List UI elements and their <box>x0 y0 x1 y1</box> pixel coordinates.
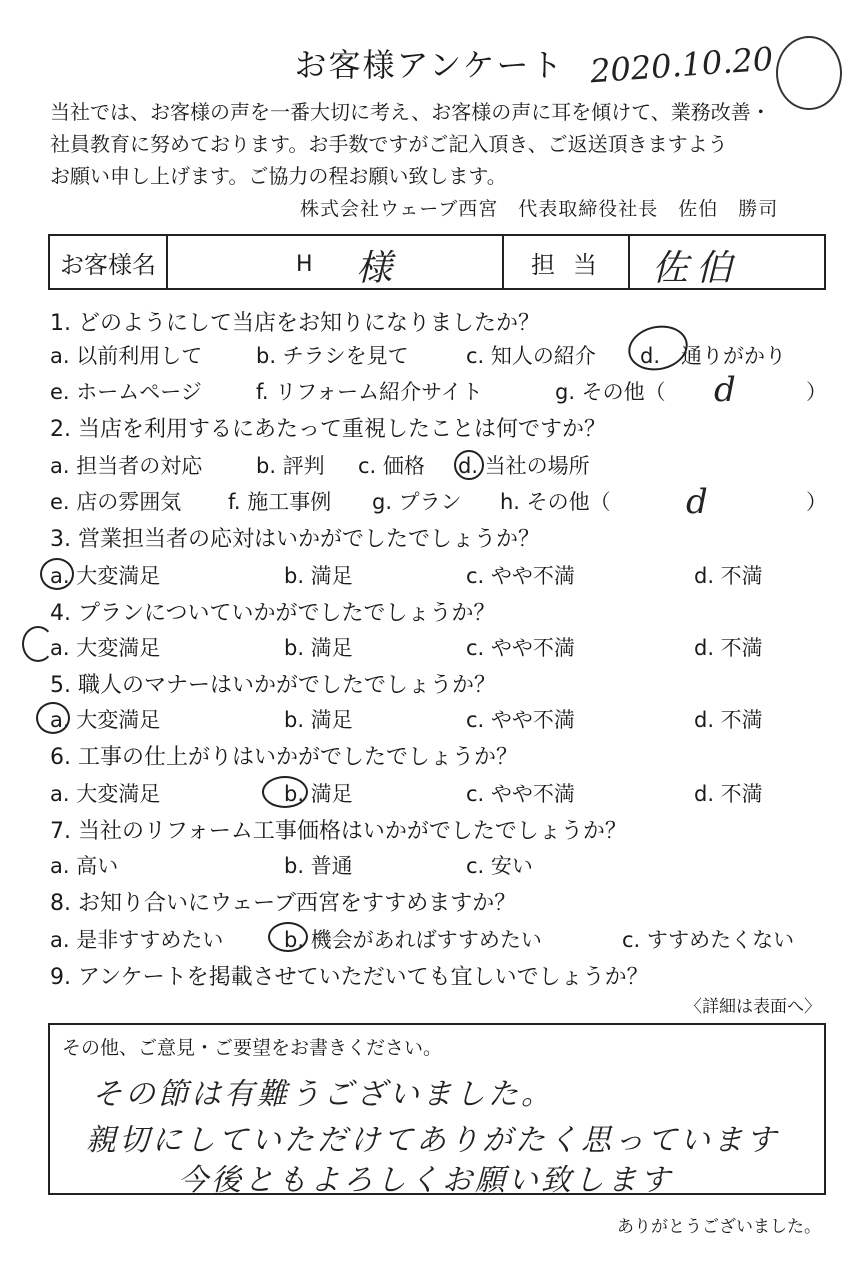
q5-option-b[interactable]: b. 満足 <box>284 708 353 732</box>
company-signature: 株式会社ウェーブ西宮 代表取締役社長 佐伯 勝司 <box>300 198 779 220</box>
q8-answer-circle <box>268 922 308 952</box>
q2-option-h[interactable]: h. その他（ <box>500 490 611 514</box>
question-6: 6. 工事の仕上がりはいかがでしたでしょうか？ <box>50 745 518 770</box>
q1-option-e[interactable]: e. ホームページ <box>50 380 202 404</box>
q3-option-c[interactable]: c. やや不満 <box>466 564 575 588</box>
comment-line-2: 親切にしていただけてありがたく思っています <box>86 1123 779 1158</box>
q2-option-e[interactable]: e. 店の雰囲気 <box>50 490 182 514</box>
question-9: 9. アンケートを掲載させていただいても宜しいでしょうか？ <box>50 965 649 990</box>
customer-info-table <box>48 234 826 290</box>
q3-option-b[interactable]: b. 満足 <box>284 564 353 588</box>
q2-option-c[interactable]: c. 価格 <box>358 454 425 478</box>
question-1: 1. どのようにして当店をお知りになりましたか？ <box>50 311 540 336</box>
question-2: 2. 当店を利用するにあたって重視したことは何ですか？ <box>50 417 606 442</box>
customer-honorific: 様 <box>356 248 393 289</box>
q1-option-d[interactable]: d. 通りがかり <box>640 344 787 368</box>
q4-option-b[interactable]: b. 満足 <box>284 636 353 660</box>
staff-seal-stamp <box>776 36 842 110</box>
q1-option-c[interactable]: c. 知人の紹介 <box>466 344 596 368</box>
q8-option-b[interactable]: b. 機会があればすすめたい <box>284 928 542 952</box>
q7-option-c[interactable]: c. 安い <box>466 854 533 878</box>
intro-line-1: 当社では、お客様の声を一番大切に考え、お客様の声に耳を傾けて、業務改善・ <box>50 100 771 124</box>
question-5: 5. 職人のマナーはいかがでしたでしょうか？ <box>50 673 496 698</box>
customer-name-field[interactable] <box>168 236 504 288</box>
q4-option-d[interactable]: d. 不満 <box>694 636 763 660</box>
q4-option-a[interactable]: a. 大変満足 <box>50 636 161 660</box>
q6-option-d[interactable]: d. 不満 <box>694 782 763 806</box>
question-8: 8. お知り合いにウェーブ西宮をすすめますか？ <box>50 891 517 916</box>
q2-option-g[interactable]: g. プラン <box>372 490 462 514</box>
q3-answer-circle <box>40 558 74 590</box>
q4-answer-circle <box>22 626 54 662</box>
q9-note: 〈詳細は表面へ〉 <box>685 997 821 1017</box>
customer-initial: H <box>296 252 313 277</box>
q3-option-a[interactable]: a. 大変満足 <box>50 564 161 588</box>
q8-option-c[interactable]: c. すすめたくない <box>622 928 795 952</box>
q1-option-b[interactable]: b. チラシを見て <box>256 344 409 368</box>
closing-thanks: ありがとうございました。 <box>617 1217 821 1237</box>
intro-line-2: 社員教育に努めております。お手数ですがご記入頂き、ご返送頂きますよう <box>50 132 728 156</box>
q7-option-b[interactable]: b. 普通 <box>284 854 353 878</box>
q6-answer-circle <box>262 776 308 808</box>
staff-name-field[interactable] <box>630 236 824 288</box>
q5-option-a[interactable]: a. 大変満足 <box>50 708 161 732</box>
q1-option-g[interactable]: g. その他（ <box>555 380 666 404</box>
q1-option-a[interactable]: a. 以前利用して <box>50 344 203 368</box>
q1-other-close: ） <box>806 380 827 404</box>
q6-option-c[interactable]: c. やや不満 <box>466 782 575 806</box>
comments-box[interactable] <box>48 1023 826 1198</box>
intro-line-3: お願い申し上げます。ご協力の程お願い致します。 <box>50 164 507 188</box>
q2-option-f[interactable]: f. 施工事例 <box>228 490 332 514</box>
comments-label: その他、ご意見・ご要望をお書きください。 <box>62 1037 443 1059</box>
q2-other-handwritten: d <box>686 482 708 522</box>
comment-line-1: その節は有難うございました。 <box>92 1077 554 1112</box>
q1-other-handwritten: d <box>714 370 736 410</box>
question-3: 3. 営業担当者の応対はいかがでしたでしょうか？ <box>50 527 540 552</box>
q2-option-d[interactable]: d. 当社の場所 <box>458 454 590 478</box>
staff-name: 佐伯 <box>652 248 741 289</box>
q5-option-c[interactable]: c. やや不満 <box>466 708 575 732</box>
handwritten-date: 2020.10.20 <box>588 39 775 91</box>
comment-line-3: 今後ともよろしくお願い致します <box>178 1163 673 1198</box>
q6-option-a[interactable]: a. 大変満足 <box>50 782 161 806</box>
q5-option-d[interactable]: d. 不満 <box>694 708 763 732</box>
q2-option-a[interactable]: a. 担当者の対応 <box>50 454 203 478</box>
q1-option-f[interactable]: f. リフォーム紹介サイト <box>256 380 483 404</box>
q2-option-b[interactable]: b. 評判 <box>256 454 325 478</box>
customer-name-label: お客様名 <box>50 236 168 288</box>
q7-option-a[interactable]: a. 高い <box>50 854 119 878</box>
page-title: お客様アンケート <box>294 46 565 84</box>
staff-label: 担当 <box>504 236 630 288</box>
question-7: 7. 当社のリフォーム工事価格はいかがでしたでしょうか？ <box>50 819 627 844</box>
q2-other-close: ） <box>806 490 827 514</box>
q8-option-a[interactable]: a. 是非すすめたい <box>50 928 224 952</box>
q2-answer-circle <box>454 450 484 480</box>
q5-answer-circle <box>36 702 70 734</box>
q4-option-c[interactable]: c. やや不満 <box>466 636 575 660</box>
q3-option-d[interactable]: d. 不満 <box>694 564 763 588</box>
question-4: 4. プランについていかがでしたでしょうか？ <box>50 601 496 626</box>
q6-option-b[interactable]: b. 満足 <box>284 782 353 806</box>
